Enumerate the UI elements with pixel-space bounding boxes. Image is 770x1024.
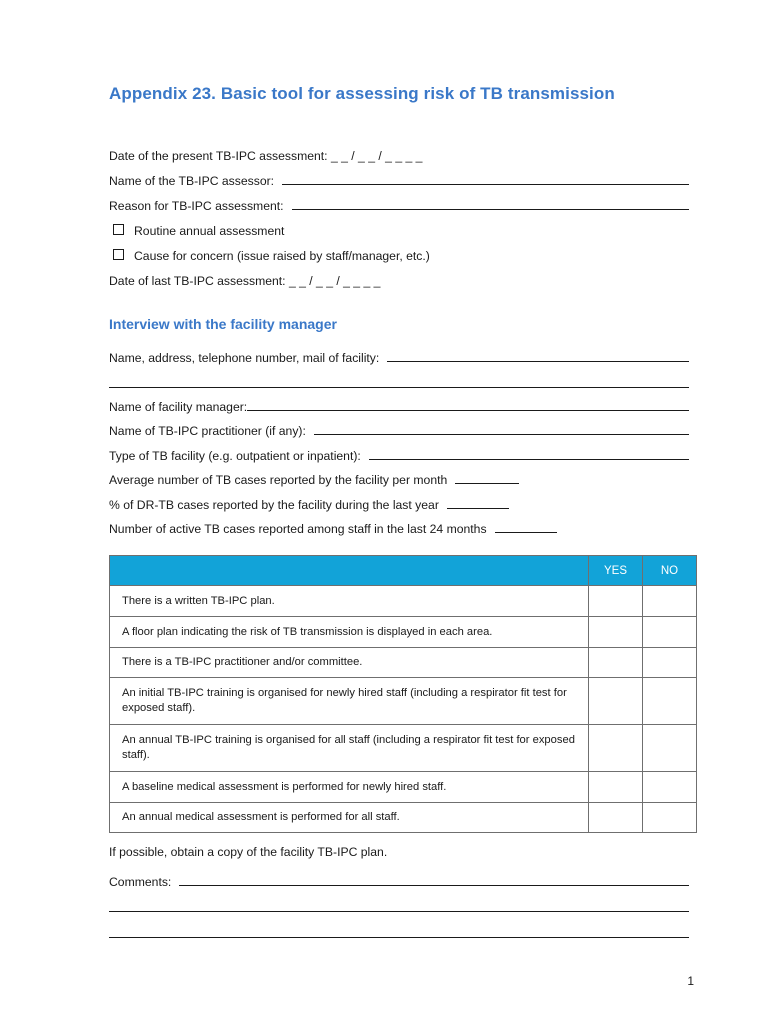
facility-type-blank[interactable] (369, 458, 689, 460)
option-concern (109, 245, 430, 263)
avg-cases-label: Average number of TB cases reported by the facility per month (109, 473, 448, 487)
practitioner-field (109, 420, 689, 438)
practitioner-blank[interactable] (314, 433, 689, 435)
yes-cell[interactable] (589, 772, 643, 803)
table-row (110, 617, 697, 648)
yes-cell[interactable] (589, 678, 643, 725)
row-text: There is a TB-IPC practitioner and/or committee. (110, 648, 589, 678)
manager-blank[interactable] (247, 409, 689, 411)
yes-cell[interactable] (589, 725, 643, 772)
no-cell[interactable] (643, 725, 697, 772)
yes-cell[interactable] (589, 617, 643, 648)
no-cell[interactable] (643, 586, 697, 617)
comments-blank-line-3[interactable] (109, 937, 689, 938)
table-row (110, 678, 697, 725)
yes-cell[interactable] (589, 648, 643, 678)
plan-note-text: If possible, obtain a copy of the facility TB-IPC plan. (109, 845, 388, 859)
avg-cases-blank[interactable] (455, 482, 519, 484)
table-row (110, 772, 697, 803)
date-present-label: Date of the present TB-IPC assessment: _ _ / _ _ / _ _ _ _ (109, 149, 423, 163)
row-text: An annual medical assessment is performed for all staff. (110, 803, 589, 833)
comments-label: Comments: (109, 875, 172, 889)
option-routine (109, 220, 284, 238)
date-last-label: Date of last TB-IPC assessment: _ _ / _ _ / _ _ _ _ (109, 274, 381, 288)
dr-tb-blank[interactable] (447, 507, 509, 509)
facility-type-field (109, 445, 689, 463)
facility-info-blank-line-2[interactable] (109, 387, 689, 388)
facility-info-blank[interactable] (387, 360, 689, 362)
staff-cases-label: Number of active TB cases reported among staff in the last 24 months (109, 522, 487, 536)
facility-info-label: Name, address, telephone number, mail of facility: (109, 351, 380, 365)
manager-label: Name of facility manager: (109, 400, 248, 414)
table-row (110, 648, 697, 678)
dr-tb-label: % of DR-TB cases reported by the facility during the last year (109, 498, 439, 512)
reason-blank[interactable] (292, 208, 689, 210)
row-text: An initial TB-IPC training is organised for newly hired staff (including a respirator fit test for exposed staff). (110, 678, 589, 725)
assessor-field (109, 170, 689, 188)
facility-info-field (109, 347, 689, 365)
routine-checkbox[interactable] (113, 224, 124, 235)
comments-blank-line-2[interactable] (109, 911, 689, 912)
no-cell[interactable] (643, 648, 697, 678)
yes-cell[interactable] (589, 586, 643, 617)
no-cell[interactable] (643, 617, 697, 648)
row-text: An annual TB-IPC training is organised for all staff (including a respirator fit test for exposed staff). (110, 725, 589, 772)
assessor-blank[interactable] (282, 183, 689, 185)
checklist-table (109, 555, 697, 833)
no-cell[interactable] (643, 678, 697, 725)
page-title: Appendix 23. Basic tool for assessing risk of TB transmission (109, 84, 615, 103)
reason-label: Reason for TB-IPC assessment: (109, 199, 284, 213)
assessor-label: Name of the TB-IPC assessor: (109, 174, 275, 188)
staff-cases-blank[interactable] (495, 531, 557, 533)
date-last-field (109, 270, 380, 288)
page-number: 1 (687, 974, 694, 988)
reason-field (109, 195, 689, 213)
concern-label: Cause for concern (issue raised by staff/manager, etc.) (134, 249, 430, 263)
date-present-field (109, 145, 422, 163)
practitioner-label: Name of TB-IPC practitioner (if any): (109, 424, 306, 438)
row-text: A baseline medical assessment is performed for newly hired staff. (110, 772, 589, 803)
header-no: NO (643, 556, 697, 586)
no-cell[interactable] (643, 772, 697, 803)
row-text: A floor plan indicating the risk of TB transmission is displayed in each area. (110, 617, 589, 648)
staff-cases-field (109, 518, 557, 536)
comments-blank[interactable] (179, 884, 689, 886)
yes-cell[interactable] (589, 803, 643, 833)
row-text: There is a written TB-IPC plan. (110, 586, 589, 617)
plan-note (109, 841, 387, 859)
interview-heading: Interview with the facility manager (109, 316, 337, 332)
no-cell[interactable] (643, 803, 697, 833)
routine-label: Routine annual assessment (134, 224, 285, 238)
table-row (110, 803, 697, 833)
avg-cases-field (109, 469, 519, 487)
table-row (110, 725, 697, 772)
table-row (110, 586, 697, 617)
comments-field (109, 871, 689, 889)
facility-type-label: Type of TB facility (e.g. outpatient or inpatient): (109, 449, 361, 463)
concern-checkbox[interactable] (113, 249, 124, 260)
header-yes: YES (589, 556, 643, 586)
manager-field (109, 396, 689, 414)
header-blank-cell (110, 556, 589, 586)
dr-tb-field (109, 494, 509, 512)
table-header-row (110, 556, 697, 586)
